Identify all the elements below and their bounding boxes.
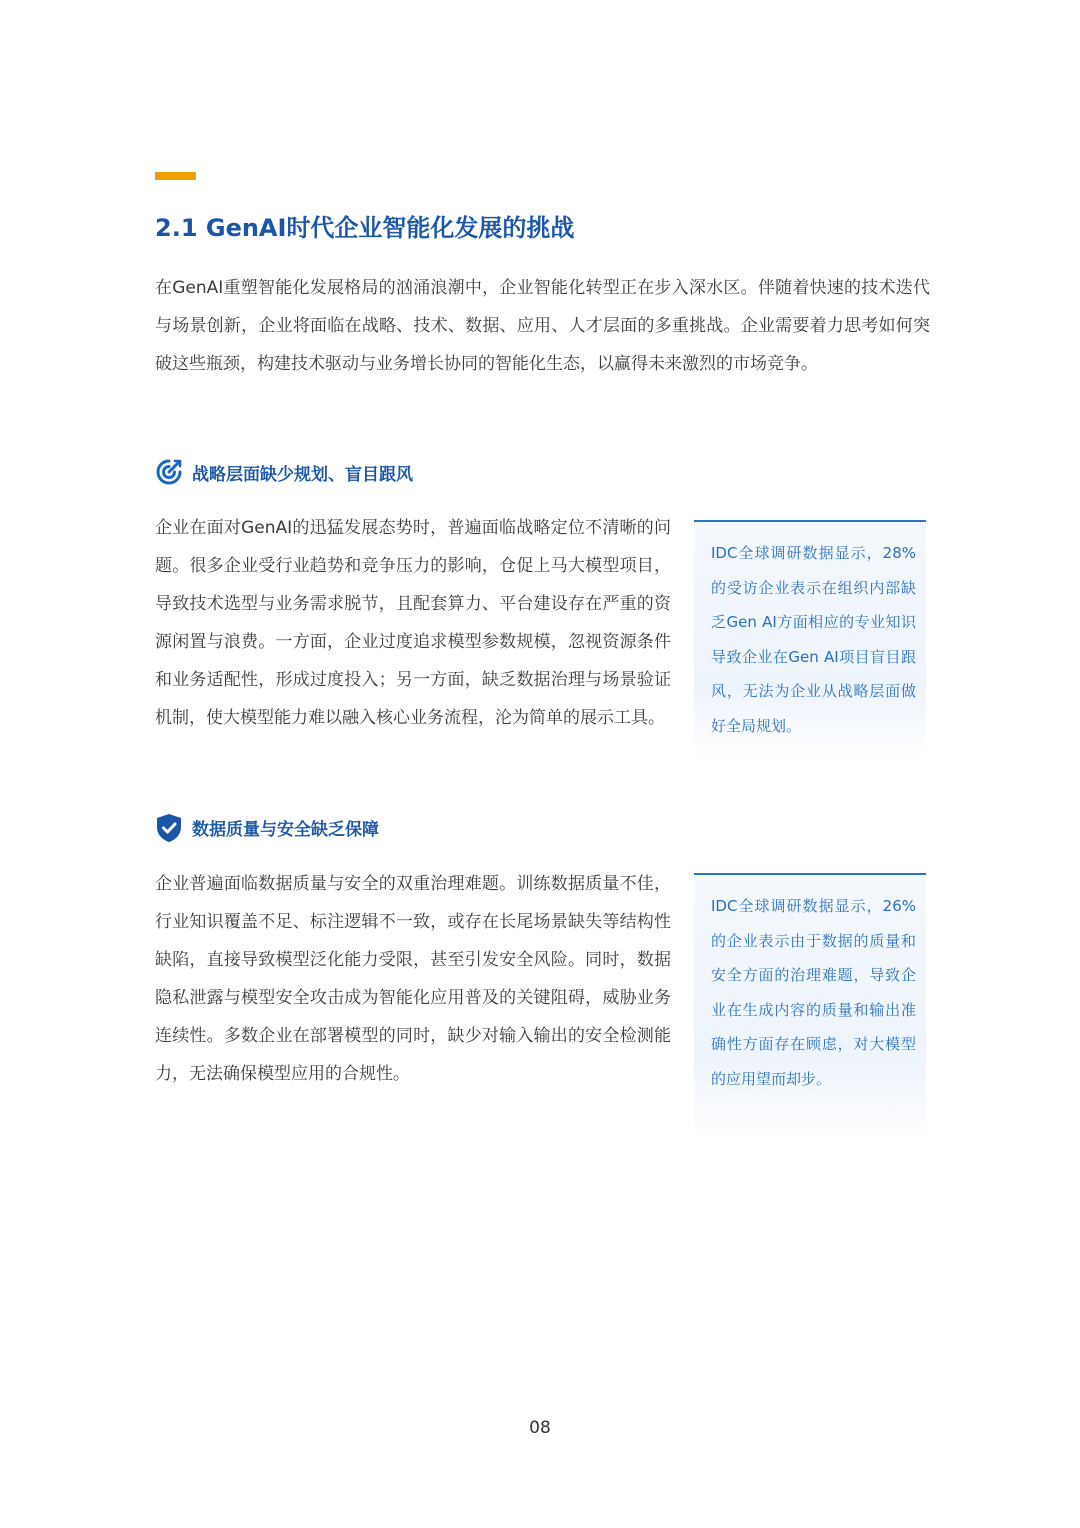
callout-strategy [694, 520, 926, 760]
page-number: 08 [529, 1418, 551, 1438]
subsection-heading-label: 数据质量与安全缺乏保障 [192, 819, 379, 840]
subsection-heading-label: 战略层面缺少规划、盲目跟风 [192, 464, 413, 485]
subsection-heading-data-security [155, 812, 379, 842]
callout-text: IDC全球调研数据显示，26%的企业表示由于数据的质量和安全方面的治理难题，导致企业在生成内容的质量和输出准确性方面存在顾虑，对大模型的应用望而却步。 [711, 897, 916, 1088]
subsection-body-data-security: 企业普遍面临数据质量与安全的双重治理难题。训练数据质量不佳，行业知识覆盖不足、标注逻辑不一致，或存在长尾场景缺失等结构性缺陷，直接导致模型泛化能力受限，甚至引发安全风险。同时，数据隐私泄露与模型安全攻击成为智能化应用普及的关键阻碍，威胁业务连续性。多数企业在部署模型的同时，缺少对输入输出的安全检测能力，无法确保模型应用的合规性。 [155, 874, 671, 1084]
subsection-body-strategy: 企业在面对GenAI的迅猛发展态势时，普遍面临战略定位不清晰的问题。很多企业受行业趋势和竞争压力的影响，仓促上马大模型项目，导致技术选型与业务需求脱节，且配套算力、平台建设存在严重的资源闲置与浪费。一方面，企业过度追求模型参数规模，忽视资源条件和业务适配性，形成过度投入；另一方面，缺乏数据治理与场景验证机制，使大模型能力难以融入核心业务流程，沦为简单的展示工具。 [155, 518, 671, 728]
callout-data-security [694, 873, 926, 1141]
section-accent-bar [155, 172, 196, 180]
shield-check-icon [155, 813, 183, 841]
section-title: 2.1 GenAI时代企业智能化发展的挑战 [155, 214, 575, 242]
subsection-heading-strategy [155, 457, 413, 487]
target-icon [155, 458, 183, 486]
callout-text: IDC全球调研数据显示，28%的受访企业表示在组织内部缺乏Gen AI方面相应的专业知识导致企业在Gen AI项目盲目跟风，无法为企业从战略层面做好全局规划。 [711, 544, 916, 735]
section-intro: 在GenAI重塑智能化发展格局的汹涌浪潮中，企业智能化转型正在步入深水区。伴随着快速的技术迭代与场景创新，企业将面临在战略、技术、数据、应用、人才层面的多重挑战。企业需要着力思考如何突破这些瓶颈，构建技术驱动与业务增长协同的智能化生态，以赢得未来激烈的市场竞争。 [155, 278, 930, 374]
